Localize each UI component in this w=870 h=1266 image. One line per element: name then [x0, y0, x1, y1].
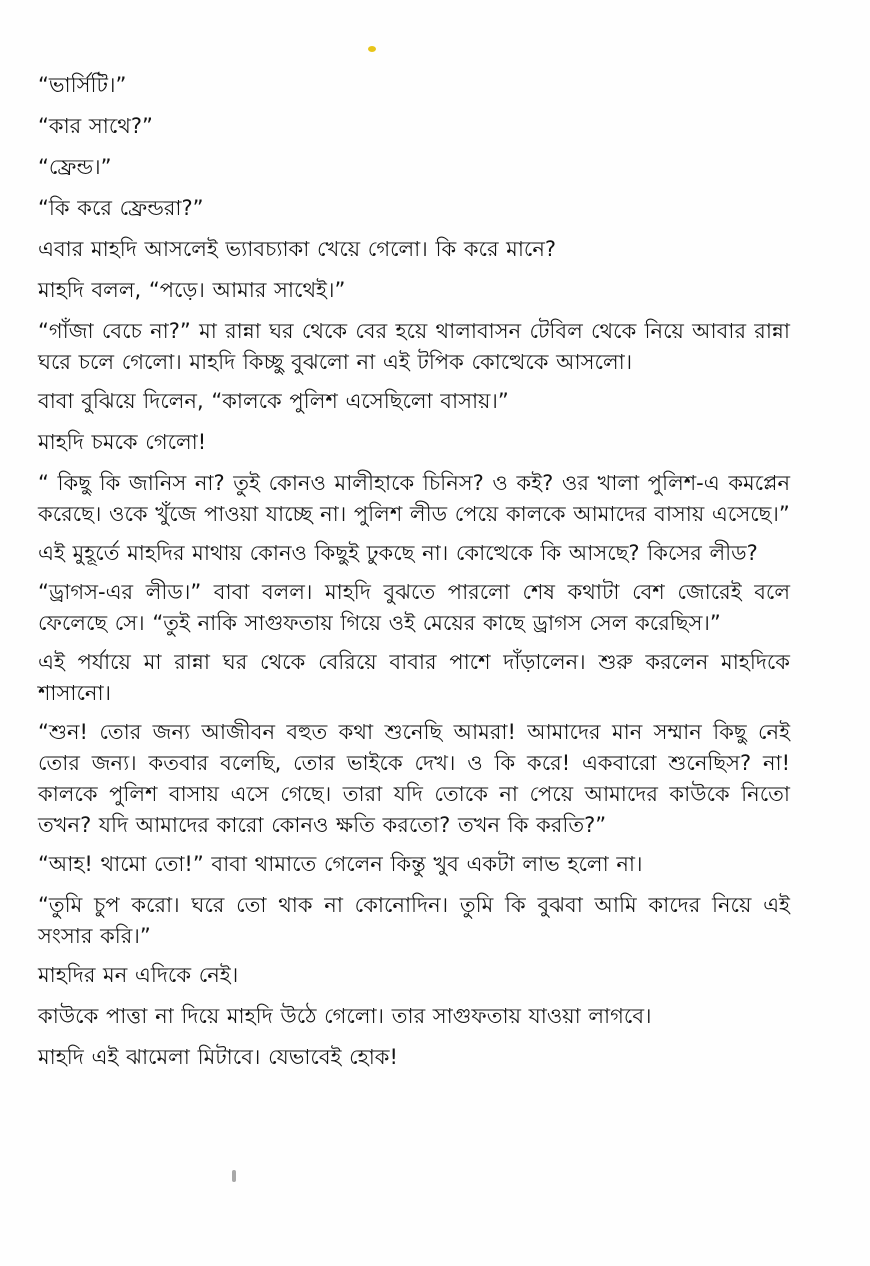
paragraph: মাহদির মন এদিকে নেই। — [38, 963, 239, 987]
ink-speck — [368, 46, 376, 52]
paragraph: এবার মাহদি আসলেই ভ্যাবচ্যাকা খেয়ে গেলো। কি করে মানে? — [38, 237, 557, 261]
paragraph: “ড্রাগস-এর লীড।” বাবা বলল। মাহদি বুঝতে পারলো শেষ কথাটা বেশ জোরেই বলে ফেলেছে সে। “তুই নাকি সাগুফতায় গিয়ে ওই মেয়ের কাছে ড্রাগস সেল করেছিস।” — [38, 580, 790, 635]
paragraph: এই পর্যায়ে মা রান্না ঘর থেকে বেরিয়ে বাবার পাশে দাঁড়ালেন। শুরু করলেন মাহদিকে শাসানো। — [38, 650, 790, 705]
paragraph: “তুমি চুপ করো। ঘরে তো থাক না কোনোদিন। তুমি কি বুঝবা আমি কাদের নিয়ে এই সংসার করি।” — [38, 893, 790, 948]
paragraph: “গাঁজা বেচে না?” মা রান্না ঘর থেকে বের হয়ে থালাবাসন টেবিল থেকে নিয়ে আবার রান্না ঘরে চলে গেলো। মাহদি কিচ্ছু বুঝলো না এই টপিক কোত্থেকে আসলো। — [38, 319, 790, 374]
paragraph: এই মুহূর্তে মাহদির মাথায় কোনও কিছুই ঢুকছে না। কোত্থেকে কি আসছে? কিসের লীড? — [38, 541, 758, 565]
paragraph: মাহদি বলল, “পড়ে। আমার সাথেই।” — [38, 278, 346, 302]
paragraph: মাহদি এই ঝামেলা মিটাবে। যেভাবেই হোক! — [38, 1045, 398, 1069]
paragraph: মাহদি চমকে গেলো! — [38, 430, 207, 454]
paragraph: কাউকে পাত্তা না দিয়ে মাহদি উঠে গেলো। তার সাগুফতায় যাওয়া লাগবে। — [38, 1004, 652, 1028]
paragraph: “কি করে ফ্রেন্ডরা?” — [38, 196, 204, 220]
paragraph: “কার সাথে?” — [38, 114, 153, 138]
paragraph: “শুন! তোর জন্য আজীবন বহুত কথা শুনেছি আমরা! আমাদের মান সম্মান কিছু নেই তোর জন্য। কতবার বলেছি, তোর ভাইকে দেখ। ও কি করে! একবারো শুনেছিস? না! কালকে পুলিশ বাসায় এসে গেছে। তারা যদি তোকে না পেয়ে আমাদের কাউকে নিতো তখন? যদি আমাদের কারো কোনও ক্ষতি করতো? তখন কি করতি?” — [38, 720, 790, 837]
paragraph: বাবা বুঝিয়ে দিলেন, “কালকে পুলিশ এসেছিলো বাসায়।” — [38, 389, 509, 413]
story-text — [38, 70, 790, 1083]
paragraph: “ভার্সিটি।” — [38, 73, 127, 97]
paragraph: “ কিছু কি জানিস না? তুই কোনও মালীহাকে চিনিস? ও কই? ওর খালা পুলিশ-এ কমপ্লেন করেছে। ওকে খুঁজে পাওয়া যাচ্ছে না। পুলিশ লীড পেয়ে কালকে আমাদের বাসায় এসেছে।” — [38, 471, 790, 526]
smudge-mark — [232, 1170, 236, 1182]
paragraph: “আহ! থামো তো!” বাবা থামাতে গেলেন কিন্তু খুব একটা লাভ হলো না। — [38, 852, 643, 876]
paragraph: “ফ্রেন্ড।” — [38, 155, 112, 179]
